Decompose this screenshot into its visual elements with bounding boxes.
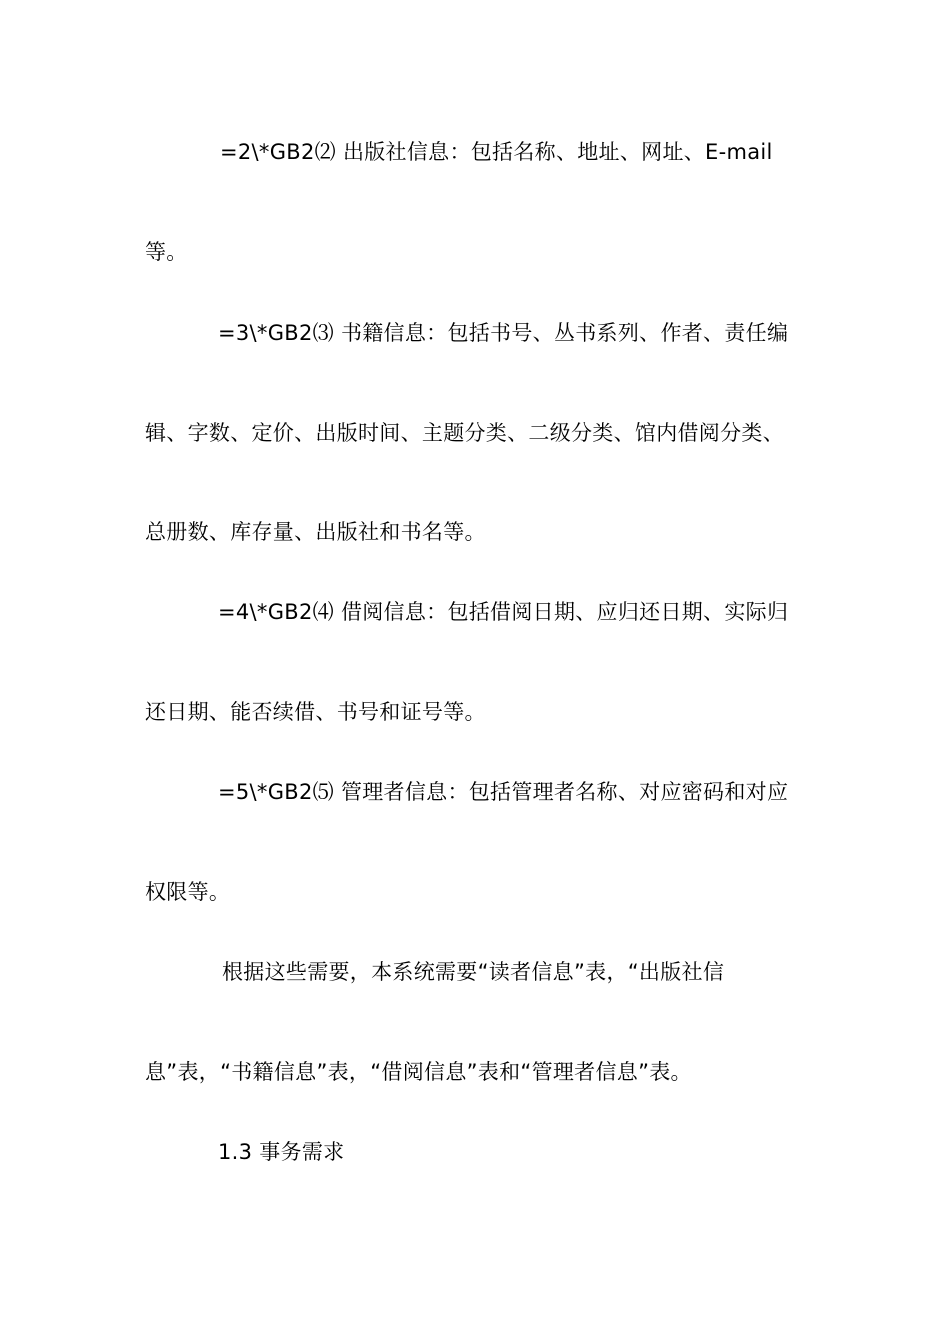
summary-paragraph-continued: 息”表，“书籍信息”表，“借阅信息”表和“管理者信息”表。 [145,1060,692,1084]
publisher-info-item: =2\*GB2⑵ 出版社信息：包括名称、地址、网址、E-mail [220,140,773,164]
book-info-item-continued-2: 总册数、库存量、出版社和书名等。 [145,520,486,544]
summary-paragraph: 根据这些需要，本系统需要“读者信息”表，“出版社信 [222,960,725,984]
admin-info-item: =5\*GB2⑸ 管理者信息：包括管理者名称、对应密码和对应 [218,780,789,804]
publisher-info-item-continued: 等。 [145,240,188,264]
book-info-item-continued: 辑、字数、定价、出版时间、主题分类、二级分类、馆内借阅分类、 [145,421,784,445]
admin-info-item-continued: 权限等。 [145,880,231,904]
book-info-item: =3\*GB2⑶ 书籍信息：包括书号、丛书系列、作者、责任编 [218,321,789,345]
borrow-info-item-continued: 还日期、能否续借、书号和证号等。 [145,700,486,724]
section-heading: 1.3 事务需求 [218,1140,345,1164]
borrow-info-item: =4\*GB2⑷ 借阅信息：包括借阅日期、应归还日期、实际归 [218,600,789,624]
